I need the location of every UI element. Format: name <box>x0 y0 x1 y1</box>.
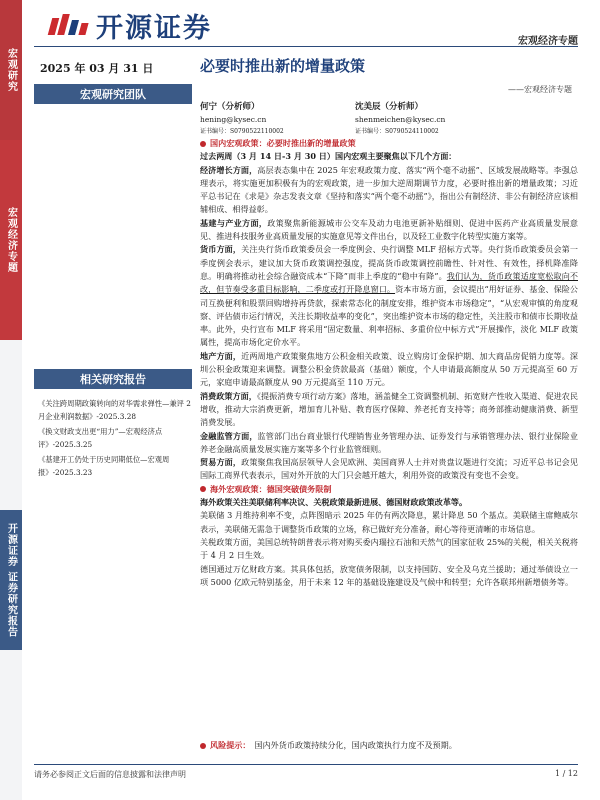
paragraph-regulation: 金融监管方面，监管部门出台商业银行代理销售业务管理办法、证券发行与承销管理办法、银行业保险业养老金融高质量发展实施方案等多个行业监管细则。 <box>200 430 578 454</box>
paragraph-trade: 贸易方面，政策聚焦我国高层领导人会见欧洲、美国商界人士并对贵盘议题进行交流；习近平总书记会见国际工商界代表表示，国对外开放的大门只会越开越大，利用外资的政策没有变也不会变。 <box>200 457 578 481</box>
analyst-name: 沈美辰（分析师） <box>355 102 424 112</box>
related-report-link[interactable]: 《关注跨周期政策转向的对华需求弹性—兼评 2 月企业利润数据》-2025.3.28 <box>38 399 191 421</box>
report-title: 必要时推出新的增量政策 <box>200 57 366 75</box>
page-number: 1 / 12 <box>554 769 578 778</box>
team-label: 宏观研究团队 <box>34 84 192 104</box>
logo-mark-icon <box>50 14 90 38</box>
analyst-card <box>355 101 445 139</box>
analyst-license: 证书编号：S0790522110002 <box>200 128 284 135</box>
analyst-name: 何宁（分析师） <box>200 102 260 112</box>
related-report-link[interactable]: 《换文财政支出更“用力”—宏观经济点评》-2025.3.25 <box>38 427 163 449</box>
footer-disclaimer: 请务必参阅正文后面的信息披露和法律声明 <box>34 770 186 779</box>
paragraph-growth: 经济增长方面，高层表态集中在 2025 年宏观政策力度、落实“两个毫不动摇”、区域发展战略等。李强总理表示，将实施更加积极有为的宏观政策，进一步加大逆周期调节力度，必要时推出新的增量政策；习近平总书记在《求是》杂志发表文章《坚持和落实“两个毫不动摇”》，指出公有制经济、非公有制经济应该相辅相成、相得益彰。 <box>200 164 578 215</box>
paragraph-tariff: 关税政策方面，美国总统特朗普表示将对购买委内瑞拉石油和天然气的国家征收 25%的关税，相关关税将于 4 月 2 日生效。 <box>200 536 578 561</box>
series-label: 宏观经济专题 <box>518 36 578 47</box>
bullet-icon <box>200 486 206 492</box>
side-strip <box>0 0 22 800</box>
related-reports-list <box>38 398 196 482</box>
bullet-icon <box>200 743 206 749</box>
analyst-card <box>200 101 284 139</box>
report-subtitle: ——宏观经济专题 <box>508 85 572 94</box>
side-label-series: 宏观经济专题 <box>0 140 22 340</box>
paragraph-consumption: 消费政策方面，《提振消费专项行动方案》落地，涵盖健全工资调整机制、拓宽财产性收入渠道、促进农民增收，推动大宗消费更新，增加育儿补贴、教育医疗保障、养老托育支持等；商务部推动健康消费、新型消费发展。 <box>200 390 578 428</box>
section-lead: 海外政策关注美联储利率决议、关税政策最新进展、德国财政政策改革等。 <box>200 497 468 508</box>
related-report-link[interactable]: 《基建开工仍处于历史同期低位—宏观周报》-2025.3.23 <box>38 455 170 477</box>
side-label-broker: 开源证券 证券研究报告 <box>0 510 22 650</box>
bullet-icon <box>200 141 206 147</box>
side-spacer-bottom <box>0 650 22 800</box>
analyst-email[interactable]: shenmeichen@kysec.cn <box>355 114 446 124</box>
paragraph-property: 地产方面，近两周地产政策聚焦地方公积金相关政策、设立购房订金保护期、加大商品房促销力度等。深圳公积金政策迎来调整。调整公积金贷款最高（基础）额度，个人申请最高额度从 50 万元提高至 60 万元，家庭申请最高额度从 90 万元提高至 110 万元。 <box>200 350 578 388</box>
section-heading-overseas: 海外宏观政策：德国突破债务限制 <box>200 483 578 496</box>
side-label-macro: 宏观研究 <box>0 0 22 140</box>
brand-logo <box>50 6 212 45</box>
related-reports-header: 相关研究报告 <box>34 369 192 389</box>
risk-note: 风险提示： 国内外货币政策持续分化，国内政策执行力度不及预期。 <box>200 740 578 751</box>
header-divider <box>34 46 578 47</box>
footer-divider <box>34 764 578 765</box>
report-date: 2025 年 03 月 31 日 <box>40 62 154 75</box>
section-lead: 过去两周（3 月 14 日-3 月 30 日）国内宏观主要聚焦以下几个方面： <box>200 151 457 162</box>
logo-text: 开源证券 <box>96 13 212 44</box>
analyst-license: 证书编号：S0790524110002 <box>355 128 439 135</box>
analyst-email[interactable]: hening@kysec.cn <box>200 114 267 124</box>
section-heading-domestic: 国内宏观政策：必要时推出新的增量政策 <box>200 137 578 150</box>
side-spacer <box>0 340 22 510</box>
paragraph-infra: 基建与产业方面，政策聚焦新能源城市公交车及动力电池更新补贴细则、促进中医药产业高质量发展意见、推进科技服务业高质量发展的实施意见等文件出台，以及轻工业数字化转型实施方案等。 <box>200 217 578 242</box>
paragraph-monetary: 货币方面，关注央行货币政策委员会一季度例会、央行调整 MLF 招标方式等。央行货币政策委员会第一季度例会表示，建议加大货币政策调控强度，提高货币政策调控前瞻性、针对性、有效性，择机降准降息。明确将推动社会综合融资成本“下降”而非上季度的“稳中有降”。我们认为，货币政策适度宽松取向不改，但节奏受多重目标影响，二季度或打开降息窗口。资本市场方面，会议提出“用好证券、基金、保险公司互换便利和股票回购增持再贷款，探索常态化的制度安排，维护资本市场稳定”，“从宏观审慎的角度观察、评估债市运行情况，关注长期收益率的变化”，突出维护资本市场的稳定性，关注股市和债市长期收益率。此外，央行宣布 MLF 将采用“固定数量、利率招标、多重价位中标方式”开展操作，淡化 MLF 政策属性，提高市场化定价水平。 <box>200 244 578 348</box>
paragraph-fed: 美联储 3 月维持利率不变，点阵图暗示 2025 年仍有两次降息，累计降息 50 个基点。美联储主席鲍威尔表示，美联储无需急于调整货币政策的立场，称已做好充分准备，耐心等待更清晰的市场信息。 <box>200 510 578 534</box>
paragraph-germany: 德国通过万亿财政方案。其具体包括，放宽债务限制，以支持国防、安全及乌克兰援助；通过举债设立一项 5000 亿欧元特别基金，用于未来 12 年的基础设施建设及气候中和转型；允许各联邦州新增债务等。 <box>200 563 578 587</box>
report-body <box>200 137 578 589</box>
